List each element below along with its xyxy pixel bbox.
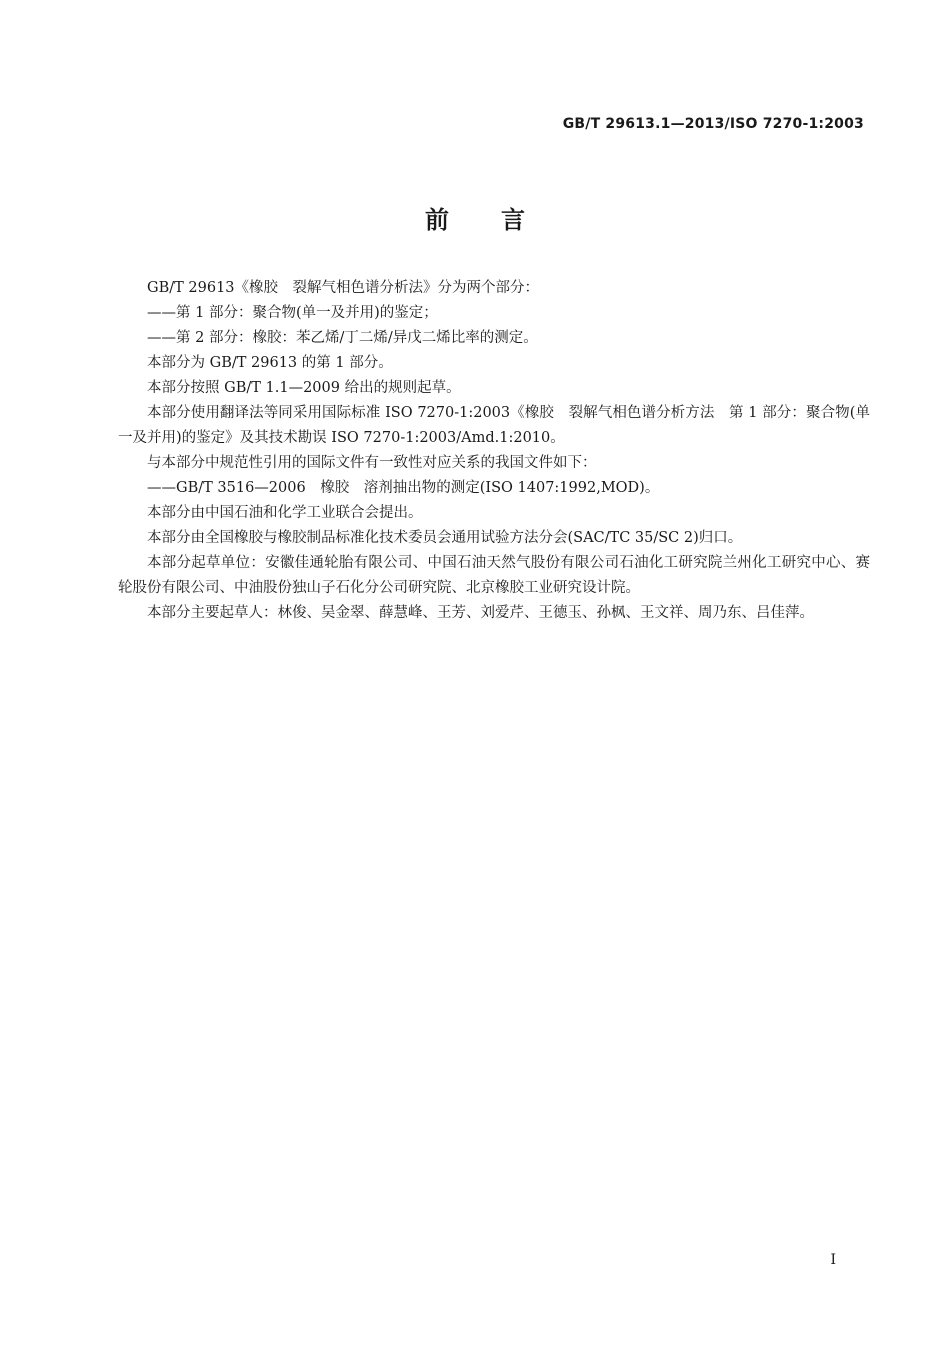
paragraph-drafters: 本部分主要起草人：林俊、吴金翠、薛慧峰、王芳、刘爱芹、王德玉、孙枫、王文祥、周乃东、吕佳萍。 [147,605,814,621]
list-item-reference: ——GB/T 3516—2006 橡胶 溶剂抽出物的测定(ISO 1407:1992,MOD)。 [147,480,660,496]
paragraph-administration: 本部分由全国橡胶与橡胶制品标准化技术委员会通用试验方法分会(SAC/TC 35/SC 2)归口。 [147,530,743,546]
paragraph-drafting-rules: 本部分按照 GB/T 1.1—2009 给出的规则起草。 [147,380,461,396]
paragraph-drafting-units: 本部分起草单位：安徽佳通轮胎有限公司、中国石油天然气股份有限公司石油化工研究院兰州化工研究中心、赛轮股份有限公司、中油股份独山子石化分公司研究院、北京橡胶工业研究设计院。 [118,555,870,596]
paragraph-proposer: 本部分由中国石油和化学工业联合会提出。 [147,505,423,521]
list-item-part-2: ——第 2 部分：橡胶：苯乙烯/丁二烯/异戊二烯比率的测定。 [147,330,538,346]
standard-code-header: GB/T 29613.1—2013/ISO 7270-1:2003 [562,116,864,132]
page-number: I [830,1252,836,1268]
page-title: 前言 [425,206,577,234]
paragraph-adoption: 本部分使用翻译法等同采用国际标准 ISO 7270-1:2003《橡胶 裂解气相色谱分析方法 第 1 部分：聚合物(单一及并用)的鉴定》及其技术勘误 ISO 7270-1:2003/Amd.1:2010。 [118,405,870,446]
paragraph-part-statement: 本部分为 GB/T 29613 的第 1 部分。 [147,355,393,371]
list-item-part-1: ——第 1 部分：聚合物(单一及并用)的鉴定； [147,305,438,321]
paragraph-correspondence: 与本部分中规范性引用的国际文件有一致性对应关系的我国文件如下： [147,455,597,471]
paragraph-intro: GB/T 29613《橡胶 裂解气相色谱分析法》分为两个部分： [147,280,540,296]
foreword-body [118,276,870,626]
